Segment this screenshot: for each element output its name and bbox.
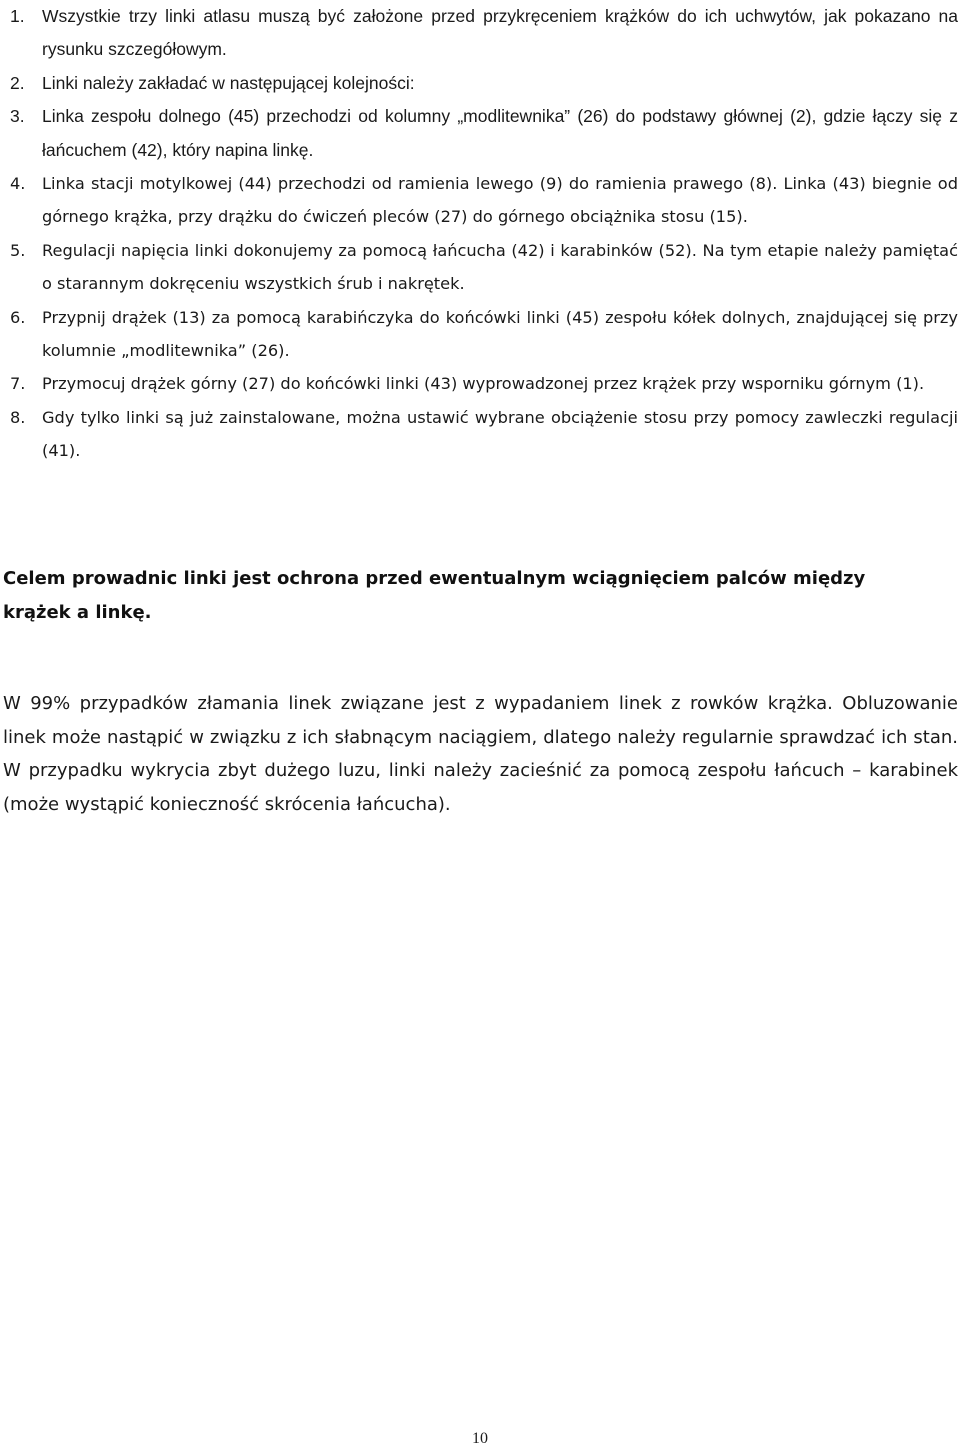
step-text: Wszystkie trzy linki atlasu muszą być założone przed przykręceniem krążków do ich uchwytów, jak pokazano na rysunku szczegółowym. [42, 6, 958, 60]
page-number: 10 [472, 1430, 488, 1447]
step-number: 3. [10, 106, 25, 127]
assembly-steps-list [0, 0, 960, 468]
list-item [0, 167, 960, 234]
step-number: 6. [10, 307, 26, 327]
step-text: Przymocuj drążek górny (27) do końcówki linki (43) wyprowadzonej przez krążek przy wsporniku górnym (1). [42, 374, 925, 394]
list-item [0, 401, 960, 468]
list-item [0, 100, 960, 167]
list-item [0, 0, 960, 67]
list-item [0, 67, 960, 100]
list-item [0, 301, 960, 368]
step-text: Regulacji napięcia linki dokonujemy za pomocą łańcucha (42) i karabinków (52). Na tym etapie należy pamiętać o starannym dokręceniu wszystkich śrub i nakrętek. [42, 240, 958, 294]
step-text: Linki należy zakładać w następującej kolejności: [42, 72, 415, 93]
list-item [0, 234, 960, 301]
step-number: 7. [10, 374, 26, 394]
step-number: 4. [10, 174, 26, 194]
step-number: 8. [10, 407, 26, 427]
step-number: 1. [10, 6, 25, 26]
step-number: 5. [10, 240, 26, 260]
list-item [0, 367, 960, 400]
step-text: Gdy tylko linki są już zainstalowane, można ustawić wybrane obciążenie stosu przy pomocy zawleczki regulacji (41). [42, 407, 958, 461]
step-number: 2. [10, 72, 25, 93]
maintenance-paragraph: W 99% przypadków złamania linek związane jest z wypadaniem linek z rowków krążka. Obluzowanie linek może nastąpić w związku z ich słabnącym naciągiem, dlatego należy regularnie sprawdzać ich stan. W przypadku wykrycia zbyt dużego luzu, linki należy zacieśnić za pomocą zespołu łańcuch – karabinek (może wystąpić konieczność skrócenia łańcucha). [3, 693, 958, 815]
step-text: Przypnij drążek (13) za pomocą karabińczyka do końcówki linki (45) zespołu kółek dolnych, znajdującej się przy kolumnie „modlitewnika” (26). [42, 307, 958, 361]
safety-note: Celem prowadnic linki jest ochrona przed ewentualnym wciągnięciem palców między krążek a linkę. [3, 568, 866, 623]
step-text: Linka stacji motylkowej (44) przechodzi od ramienia lewego (9) do ramienia prawego (8). Linka (43) biegnie od górnego krążka, przy drążku do ćwiczeń pleców (27) do górnego obciążnika stosu (15). [42, 174, 958, 227]
step-text: Linka zespołu dolnego (45) przechodzi od kolumny „modlitewnika” (26) do podstawy głównej (2), gdzie łączy się z łańcuchem (42), który napina linkę. [42, 106, 958, 160]
